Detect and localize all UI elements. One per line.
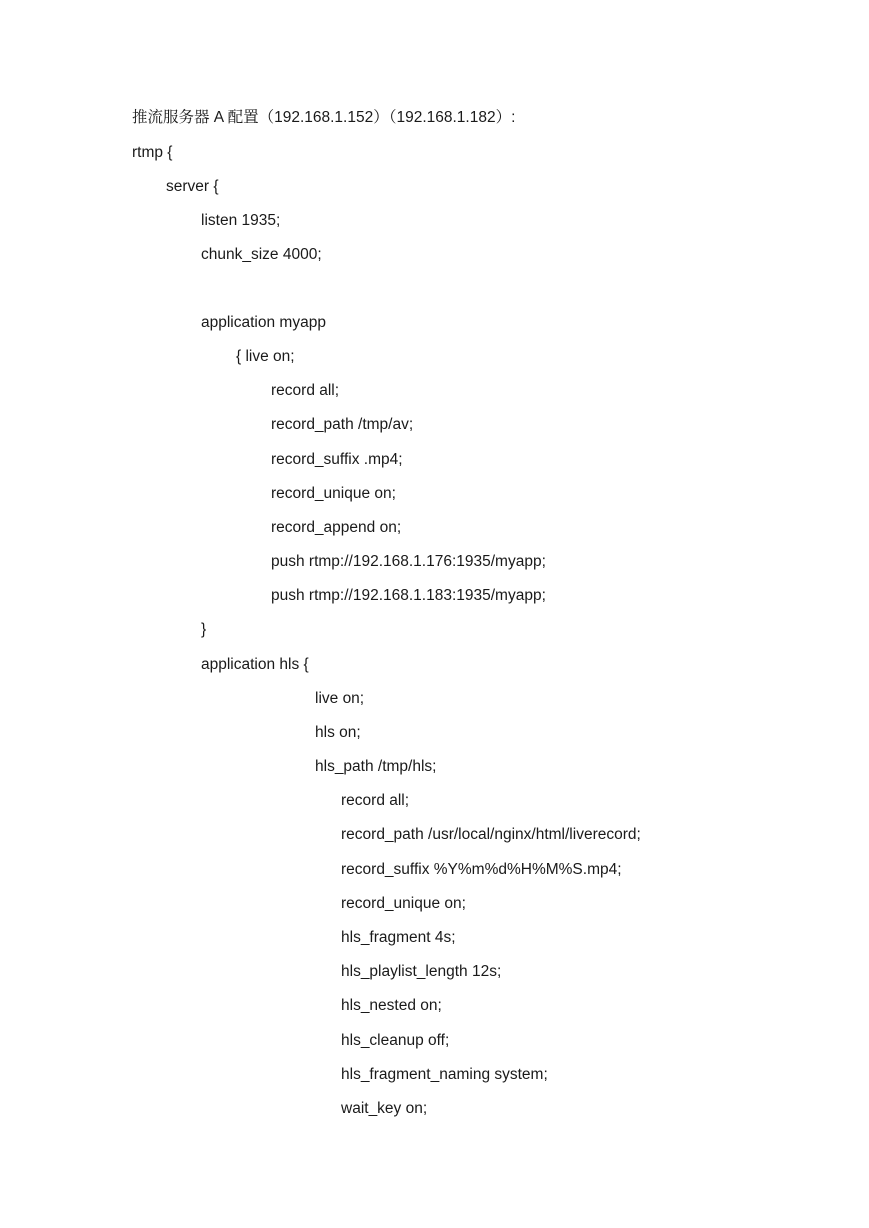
code-line: record_append on; <box>271 519 402 536</box>
code-line: application myapp <box>201 314 326 331</box>
code-line: { live on; <box>236 348 295 365</box>
code-line: push rtmp://192.168.1.176:1935/myapp; <box>271 553 546 570</box>
code-line: chunk_size 4000; <box>201 246 322 263</box>
code-line: server { <box>166 178 219 195</box>
code-line: record_unique on; <box>341 895 466 912</box>
code-line: rtmp { <box>132 144 173 161</box>
code-line: hls_nested on; <box>341 997 442 1014</box>
code-line: listen 1935; <box>201 212 281 229</box>
code-line: record_suffix .mp4; <box>271 451 403 468</box>
code-line: record_path /usr/local/nginx/html/liverecord; <box>341 826 641 843</box>
code-line: record_suffix %Y%m%d%H%M%S.mp4; <box>341 861 622 878</box>
code-line: hls_playlist_length 12s; <box>341 963 502 980</box>
code-line: live on; <box>315 690 365 707</box>
code-line: hls_cleanup off; <box>341 1032 450 1049</box>
code-line: hls on; <box>315 724 361 741</box>
document-heading: 推流服务器 A 配置（192.168.1.152）（192.168.1.182）: <box>132 109 516 126</box>
code-line: push rtmp://192.168.1.183:1935/myapp; <box>271 587 546 604</box>
code-line: } <box>201 621 207 638</box>
code-line: hls_fragment_naming system; <box>341 1066 548 1083</box>
code-line: hls_fragment 4s; <box>341 929 456 946</box>
code-line: record_path /tmp/av; <box>271 416 414 433</box>
code-line: wait_key on; <box>341 1100 428 1117</box>
code-line: record all; <box>271 382 340 399</box>
code-line: record all; <box>341 792 410 809</box>
code-line: application hls { <box>201 656 309 673</box>
code-line: record_unique on; <box>271 485 396 502</box>
code-line: hls_path /tmp/hls; <box>315 758 437 775</box>
